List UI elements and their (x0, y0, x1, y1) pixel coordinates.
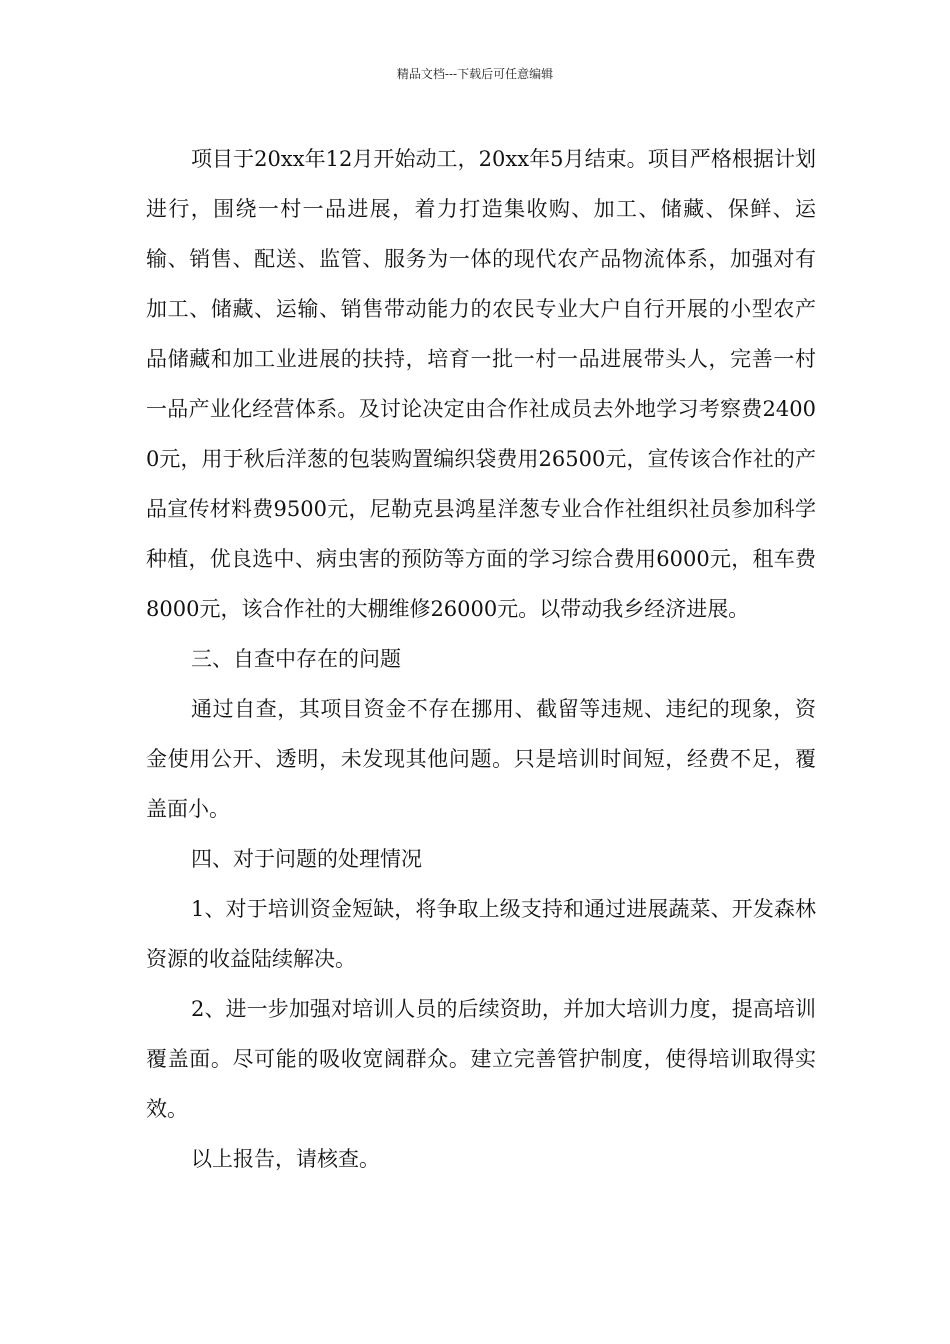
paragraph-resolution-item-1: 1、对于培训资金短缺，将争取上级支持和通过进展蔬菜、开发森林资源的收益陆续解决。 (146, 897, 816, 971)
section-heading-resolution: 四、对于问题的处理情况 (191, 847, 422, 871)
paragraph-project-summary: 项目于20xx年12月开始动工，20xx年5月结束。项目严格根据计划进行，围绕一村一品进展，着力打造集收购、加工、储藏、保鲜、运输、销售、配送、监管、服务为一体的现代农产品物流体系，加强对有加工、储藏、运输、销售带动能力的农民专业大户自行开展的小型农产品储藏和加工业进展的扶持，培育一批一村一品进展带头人，完善一村一品产业化经营体系。及讨论决定由合作社成员去外地学习考察费24000元，用于秋后洋葱的包装购置编织袋费用26500元，宣传该合作社的产品宣传材料费9500元，尼勒克县鸿星洋葱专业合作社组织社员参加科学种植，优良选中、病虫害的预防等方面的学习综合费用6000元，租车费8000元，该合作社的大棚维修26000元。以带动我乡经济进展。 (146, 147, 816, 621)
page-header: 精品文档---下载后可任意编辑 (396, 67, 554, 81)
section-heading-issues: 三、自查中存在的问题 (191, 647, 401, 671)
paragraph-resolution-item-2: 2、进一步加强对培训人员的后续资助，并加大培训力度，提高培训覆盖面。尽可能的吸收宽阔群众。建立完善管护制度，使得培训取得实效。 (146, 997, 816, 1121)
paragraph-closing: 以上报告，请核查。 (191, 1147, 380, 1171)
paragraph-self-check-findings: 通过自查，其项目资金不存在挪用、截留等违规、违纪的现象，资金使用公开、透明，未发现其他问题。只是培训时间短，经费不足，覆盖面小。 (146, 697, 816, 821)
document-body (146, 134, 816, 1184)
